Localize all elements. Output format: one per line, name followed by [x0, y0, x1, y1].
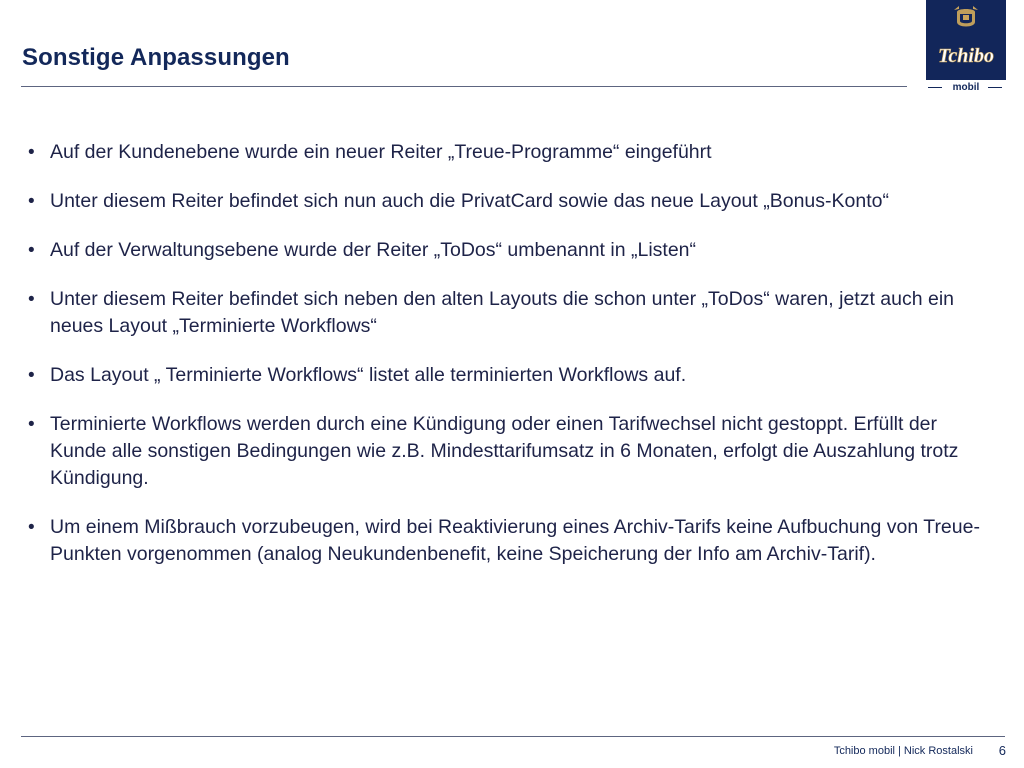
bullet-text: Unter diesem Reiter befindet sich nun auch die PrivatCard sowie das neue Layout „Bonus-Konto“ [50, 190, 889, 212]
slide-title: Sonstige Anpassungen [22, 44, 290, 71]
bullet-item [28, 362, 988, 389]
page-number: 6 [998, 743, 1006, 758]
bullet-text: Um einem Mißbrauch vorzubeugen, wird bei Reaktivierung eines Archiv-Tarifs keine Aufbuchung von Treue-Punkten vorgenommen (analog Neukundenbenefit, keine Speicherung der Info am Archiv-Tarif). [50, 516, 980, 565]
bullet-dot: • [28, 240, 35, 261]
footer-author: Tchibo mobil | Nick Rostalski [833, 745, 973, 757]
tchibo-logo-icon [926, 0, 1006, 80]
tchibo-mobil-logo [926, 0, 1006, 80]
bullet-text: Auf der Kundenebene wurde ein neuer Reiter „Treue-Programme“ eingeführt [50, 141, 712, 163]
bullet-dot: • [28, 191, 35, 212]
bullet-item [28, 286, 988, 340]
logo-sub-line-right [988, 87, 1002, 88]
logo-sub-text: mobil [952, 82, 980, 93]
footer-divider [21, 736, 1005, 737]
title-divider [21, 86, 907, 87]
bullet-dot: • [28, 414, 35, 435]
bullet-text: Auf der Verwaltungsebene wurde der Reiter „ToDos“ umbenannt in „Listen“ [50, 239, 697, 261]
bullet-dot: • [28, 517, 35, 538]
bullet-text: Terminierte Workflows werden durch eine Kündigung oder einen Tarifwechsel nicht gestoppt. Erfüllt der Kunde alle sonstigen Bedingungen wie z.B. Mindesttarifumsatz in 6 Monaten, erfolgt die Auszahlung trotz Kündigung. [50, 413, 959, 489]
bullet-list [28, 139, 988, 590]
logo-subtitle [926, 81, 1006, 95]
bullet-dot: • [28, 142, 35, 163]
bullet-text: Das Layout „ Terminierte Workflows“ listet alle terminierten Workflows auf. [50, 364, 687, 386]
bullet-text: Unter diesem Reiter befindet sich neben den alten Layouts die schon unter „ToDos“ waren, jetzt auch ein neues Layout „Terminierte Workflows“ [50, 288, 955, 337]
bullet-dot: • [28, 365, 35, 386]
bullet-item [28, 139, 988, 166]
bullet-item [28, 411, 988, 492]
bullet-item [28, 188, 988, 215]
bullet-item [28, 514, 988, 568]
bullet-dot: • [28, 289, 35, 310]
bullet-item [28, 237, 988, 264]
logo-wordmark: Tchibo [938, 45, 994, 67]
